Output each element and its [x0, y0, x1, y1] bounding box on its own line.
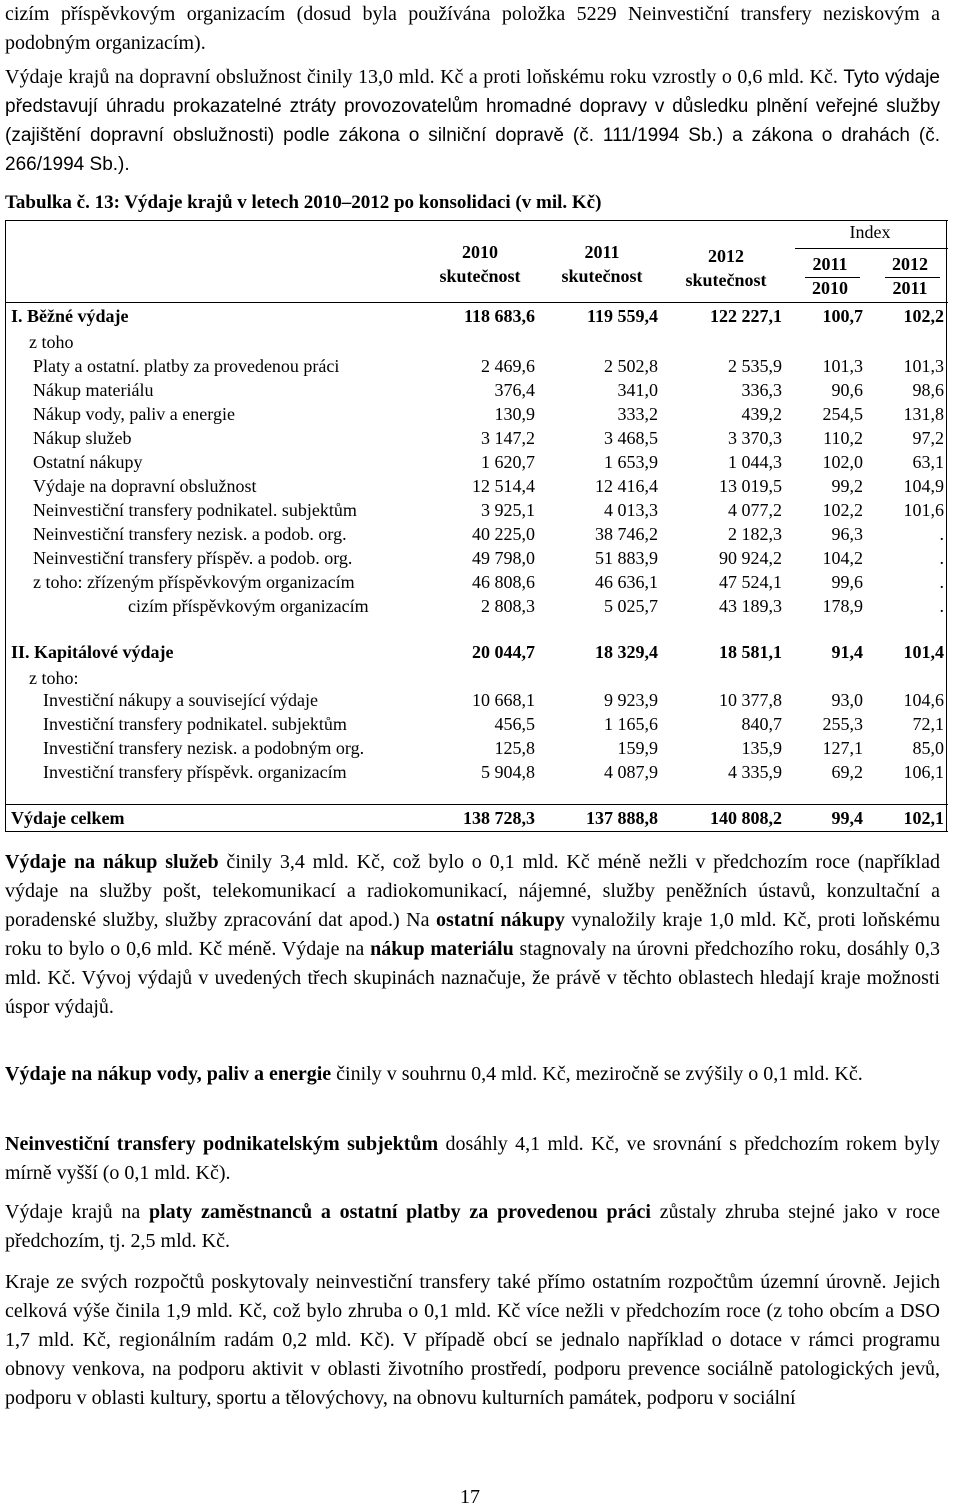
table-bottom-border	[5, 831, 948, 832]
cell-v2012: 122 227,1	[710, 306, 782, 326]
cell-i2: 131,8	[903, 404, 944, 424]
cell-i1: 99,2	[831, 476, 863, 496]
cell-v2010: 5 904,8	[481, 762, 535, 782]
p5-text: dosáhly 4,1 mld. Kč, ve srovnání s předchozím rokem byly mírně vyšší (o 0,1 mld. Kč).	[5, 1133, 940, 1184]
cell-v2010: 130,9	[494, 404, 535, 424]
header-2010: 2010	[462, 242, 498, 262]
cell-i2: 72,1	[912, 714, 944, 734]
cell-v2011: 341,0	[617, 380, 658, 400]
cell-v2010: 12 514,4	[472, 476, 535, 496]
cell-i2: 102,2	[903, 306, 944, 326]
row-label: Výdaje na dopravní obslužnost	[33, 476, 257, 496]
index-header-rule	[795, 248, 948, 249]
cell-v2010: 1 620,7	[481, 452, 535, 472]
cell-v2011: 4 087,9	[604, 762, 658, 782]
cell-v2011: 137 888,8	[586, 808, 658, 828]
page-number: 17	[460, 1486, 480, 1508]
row-label: Neinvestiční transfery nezisk. a podob. org.	[33, 524, 347, 544]
cell-v2011: 119 559,4	[586, 306, 658, 326]
cell-v2012: 4 077,2	[728, 500, 782, 520]
cell-i2: .	[939, 524, 944, 544]
cell-i2: .	[939, 548, 944, 568]
row-label: cizím příspěvkovým organizacím	[128, 596, 369, 616]
cell-v2011: 3 468,5	[604, 428, 658, 448]
cell-v2012: 135,9	[741, 738, 782, 758]
row-label: z toho: zřízeným příspěvkovým organizacím	[33, 572, 355, 592]
p3-text-3: stagnovaly na úrovni předchozího roku, dosáhly 0,3 mld. Kč. Vývoj výdajů v uvedených třech skupinách naznačuje, že právě v těchto oblastech hledají kraje možnosti úspor výdajů.	[5, 938, 940, 1018]
row-label: Investiční transfery příspěvk. organizacím	[43, 762, 347, 782]
p6-text-1: Výdaje krajů na	[5, 1201, 149, 1223]
cell-v2012: 2 182,3	[728, 524, 782, 544]
cell-v2010: 49 798,0	[472, 548, 535, 568]
cell-i1: 104,2	[822, 548, 863, 568]
cell-v2010: 118 683,6	[463, 306, 535, 326]
cell-v2010: 3 147,2	[481, 428, 535, 448]
row-label: Ostatní nákupy	[33, 452, 143, 472]
table-header-rule	[5, 302, 948, 303]
cell-i1: 99,6	[831, 572, 863, 592]
cell-i2: 106,1	[903, 762, 944, 782]
cell-v2012: 840,7	[741, 714, 782, 734]
cell-i1: 96,3	[831, 524, 863, 544]
index2-fraction-line	[885, 277, 940, 278]
header-2011-skutecnost: skutečnost	[561, 266, 643, 286]
cell-v2011: 9 923,9	[604, 690, 658, 710]
paragraph-transfers	[5, 1130, 940, 1188]
cell-i1: 91,4	[831, 642, 863, 662]
cell-v2012: 90 924,2	[719, 548, 782, 568]
p6-text-2: zůstaly zhruba stejné jako v roce předchozím, tj. 2,5 mld. Kč.	[5, 1201, 940, 1252]
header-2012-skutecnost: skutečnost	[685, 270, 767, 290]
header-index1-bottom: 2010	[812, 278, 848, 298]
header-index: Index	[849, 222, 891, 242]
header-index2-top: 2012	[892, 254, 928, 274]
cell-v2012: 13 019,5	[719, 476, 782, 496]
cell-i1: 255,3	[822, 714, 863, 734]
p3-text-2: vynaložily kraje 1,0 mld. Kč, proti loňskému roku to bylo o 0,6 mld. Kč méně. Výdaje na	[5, 909, 941, 960]
row-label: Investiční transfery podnikatel. subjektům	[43, 714, 347, 734]
header-index2-bottom: 2011	[892, 278, 928, 298]
cell-v2010: 2 469,6	[481, 356, 535, 376]
cell-v2011: 51 883,9	[595, 548, 658, 568]
cell-i1: 101,3	[822, 356, 863, 376]
cell-v2010: 10 668,1	[472, 690, 535, 710]
row-label: Nákup materiálu	[33, 380, 154, 400]
cell-i1: 127,1	[822, 738, 863, 758]
cell-v2010: 46 808,6	[472, 572, 535, 592]
header-2011: 2011	[584, 242, 620, 262]
cell-v2012: 3 370,3	[728, 428, 782, 448]
table-total-rule	[5, 804, 948, 805]
intro-paragraph-2-start: Výdaje krajů na dopravní obslužnost činily 13,0 mld. Kč a proti loňskému roku vzrostly o 0,6 mld. Kč.	[5, 66, 844, 88]
cell-v2012: 10 377,8	[719, 690, 782, 710]
paragraph-salaries	[5, 1198, 940, 1256]
row-label: Investiční transfery nezisk. a podobným org.	[43, 738, 365, 758]
cell-i2: 97,2	[912, 428, 944, 448]
cell-v2012: 18 581,1	[719, 642, 782, 662]
cell-v2010: 125,8	[494, 738, 535, 758]
row-label: z toho:	[29, 668, 79, 688]
cell-v2011: 1 653,9	[604, 452, 658, 472]
cell-v2011: 38 746,2	[595, 524, 658, 544]
p4-text: činily v souhrnu 0,4 mld. Kč, meziročně se zvýšily o 0,1 mld. Kč.	[331, 1063, 863, 1085]
cell-i1: 102,2	[822, 500, 863, 520]
cell-i1: 100,7	[822, 306, 863, 326]
row-label: Investiční nákupy a související výdaje	[43, 690, 318, 710]
cell-i1: 254,5	[822, 404, 863, 424]
index1-fraction-line	[805, 277, 860, 278]
table-right-border	[946, 220, 947, 832]
row-label: Platy a ostatní. platby za provedenou práci	[33, 356, 340, 376]
cell-i2: 85,0	[912, 738, 944, 758]
row-label: z toho	[29, 332, 74, 352]
cell-v2012: 2 535,9	[728, 356, 782, 376]
cell-v2011: 46 636,1	[595, 572, 658, 592]
cell-v2012: 439,2	[741, 404, 782, 424]
cell-i2: .	[939, 596, 944, 616]
cell-i1: 178,9	[822, 596, 863, 616]
cell-i2: 101,4	[903, 642, 944, 662]
cell-i2: 101,6	[903, 500, 944, 520]
intro-paragraph-2	[5, 63, 940, 179]
cell-v2011: 12 416,4	[595, 476, 658, 496]
paragraph-services	[5, 848, 940, 1022]
cell-v2011: 2 502,8	[604, 356, 658, 376]
cell-i1: 69,2	[831, 762, 863, 782]
p4-bold: Výdaje na nákup vody, paliv a energie	[5, 1063, 332, 1085]
row-label: II. Kapitálové výdaje	[11, 642, 174, 662]
row-label: Neinvestiční transfery příspěv. a podob. org.	[33, 548, 353, 568]
cell-v2012: 4 335,9	[728, 762, 782, 782]
p3-bold-3: nákup materiálu	[370, 938, 514, 960]
header-2012: 2012	[708, 246, 744, 266]
cell-i1: 102,0	[822, 452, 863, 472]
cell-i1: 90,6	[831, 380, 863, 400]
cell-i1: 93,0	[831, 690, 863, 710]
cell-v2011: 333,2	[617, 404, 658, 424]
cell-v2010: 40 225,0	[472, 524, 535, 544]
cell-v2012: 336,3	[741, 380, 782, 400]
cell-v2012: 43 189,3	[719, 596, 782, 616]
cell-v2011: 4 013,3	[604, 500, 658, 520]
cell-i2: 104,9	[903, 476, 944, 496]
table-top-border	[5, 220, 948, 221]
cell-i2: 98,6	[912, 380, 944, 400]
row-label: Výdaje celkem	[11, 808, 125, 828]
cell-v2012: 140 808,2	[710, 808, 782, 828]
cell-i2: 102,1	[903, 808, 944, 828]
cell-v2011: 159,9	[617, 738, 658, 758]
intro-paragraph-2-arial: Tyto výdaje představují úhradu prokazatelné ztráty provozovatelům hromadné dopravy v důsledku plnění veřejné služby (zajištění dopravní obslužnosti) podle zákona o silniční dopravě (č. 111/1994 Sb.) a zákona o drahách (č. 266/1994 Sb.).	[5, 67, 940, 175]
paragraph-regional-transfers: Kraje ze svých rozpočtů poskytovaly neinvestiční transfery také přímo ostatním rozpočtům územní úrovně. Jejich celková výše činila 1,9 mld. Kč, což bylo zhruba o 0,1 mld. Kč více nežli v předchozím roce (z toho obcím a DSO 1,7 mld. Kč, regionálním radám 0,2 mld. Kč). V případě obcí se jednalo například o dotace v rámci programu obnovy venkova, na podporu aktivit v oblasti životního prostředí, podporu prevence sociálně patologických jevů, podporu v oblasti kultury, sportu a tělovýchovy, na obnovu kulturních památek, podporu v sociální	[5, 1271, 940, 1409]
p6-bold: platy zaměstnanců a ostatní platby za provedenou práci	[148, 1201, 651, 1223]
cell-v2011: 5 025,7	[604, 596, 658, 616]
p3-bold-2: ostatní nákupy	[436, 909, 565, 931]
cell-v2011: 18 329,4	[595, 642, 658, 662]
cell-v2011: 1 165,6	[604, 714, 658, 734]
cell-v2010: 2 808,3	[481, 596, 535, 616]
cell-i1: 99,4	[831, 808, 863, 828]
cell-v2012: 47 524,1	[719, 572, 782, 592]
p3-bold-1: Výdaje na nákup služeb	[5, 851, 219, 873]
header-2010-skutecnost: skutečnost	[439, 266, 521, 286]
cell-i2: 104,6	[903, 690, 944, 710]
cell-v2010: 138 728,3	[463, 808, 535, 828]
table-left-border	[5, 220, 6, 832]
cell-i2: 63,1	[912, 452, 944, 472]
row-label: Neinvestiční transfery podnikatel. subjektům	[33, 500, 357, 520]
row-label: Nákup služeb	[33, 428, 132, 448]
row-label: Nákup vody, paliv a energie	[33, 404, 235, 424]
header-index1-top: 2011	[812, 254, 848, 274]
cell-v2010: 3 925,1	[481, 500, 535, 520]
row-label: I. Běžné výdaje	[11, 306, 129, 326]
paragraph-energy	[5, 1060, 940, 1089]
p5-bold: Neinvestiční transfery podnikatelským subjektům	[5, 1133, 439, 1155]
cell-v2012: 1 044,3	[728, 452, 782, 472]
cell-v2010: 20 044,7	[472, 642, 535, 662]
expenditure-table	[5, 220, 948, 832]
cell-i1: 110,2	[823, 428, 863, 448]
cell-i2: 101,3	[903, 356, 944, 376]
cell-v2010: 456,5	[494, 714, 535, 734]
p3-text-1: činily 3,4 mld. Kč, což bylo o 0,1 mld. Kč méně nežli v předchozím roce (například výdaje na služby pošt, telekomunikací a radiokomunikací, nájemné, služby peněžních ústavů, konzultační a poradenské služby, služby zpracování dat apod.) Na	[5, 851, 940, 931]
table-caption: Tabulka č. 13: Výdaje krajů v letech 2010–2012 po konsolidaci (v mil. Kč)	[5, 192, 602, 213]
intro-paragraph-1: cizím příspěvkovým organizacím (dosud byla používána položka 5229 Neinvestiční transfery neziskovým a podobným organizacím).	[5, 3, 940, 54]
cell-v2010: 376,4	[494, 380, 535, 400]
cell-i2: .	[939, 572, 944, 592]
